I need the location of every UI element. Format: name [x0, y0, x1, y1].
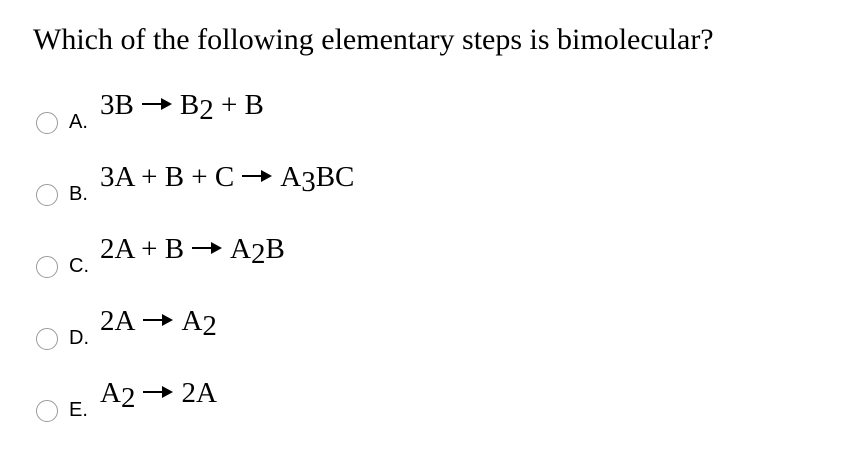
right-arrow-icon [143, 313, 173, 327]
formula-subscript: 3 [301, 166, 316, 198]
option-letter: C. [69, 255, 89, 277]
radio-unselected-icon[interactable] [36, 184, 58, 206]
formula-subscript: 2 [199, 94, 214, 126]
option-b[interactable] [36, 160, 536, 216]
formula-text: 2A + B [100, 233, 185, 265]
formula-subscript: 2 [202, 310, 217, 342]
option-formula [100, 304, 217, 342]
option-formula [100, 88, 264, 126]
radio-unselected-icon[interactable] [36, 328, 58, 350]
right-arrow-icon [142, 97, 172, 111]
formula-text: 3B [100, 89, 134, 121]
right-arrow-icon [242, 169, 272, 183]
formula-text: A [230, 233, 251, 265]
formula-text: 2A [181, 377, 217, 409]
formula-text: 2A [100, 305, 136, 337]
formula-subscript: 2 [251, 238, 266, 270]
formula-text: A [280, 161, 302, 193]
question-text: Which of the following elementary steps is bimolecular? [33, 23, 714, 56]
option-formula [100, 376, 217, 414]
option-letter: E. [69, 399, 88, 421]
option-letter: B. [69, 183, 88, 205]
option-d[interactable] [36, 304, 536, 360]
option-a[interactable] [36, 88, 536, 144]
formula-text: A [181, 305, 203, 337]
formula-text: 3A + B + C [100, 161, 235, 193]
option-e[interactable] [36, 376, 536, 432]
right-arrow-icon [192, 241, 222, 255]
option-formula [100, 232, 285, 270]
radio-unselected-icon[interactable] [36, 256, 58, 278]
formula-subscript: 2 [120, 382, 136, 414]
formula-text: B [265, 233, 285, 265]
option-formula [100, 160, 355, 198]
radio-unselected-icon[interactable] [36, 400, 58, 422]
radio-unselected-icon[interactable] [36, 112, 58, 134]
right-arrow-icon [143, 385, 173, 399]
option-letter: A. [69, 111, 88, 133]
option-letter: D. [69, 327, 89, 349]
formula-text: + B [213, 89, 264, 121]
formula-text: A [100, 377, 121, 409]
option-c[interactable] [36, 232, 536, 288]
formula-text: B [179, 89, 200, 121]
formula-text: BC [315, 161, 355, 193]
